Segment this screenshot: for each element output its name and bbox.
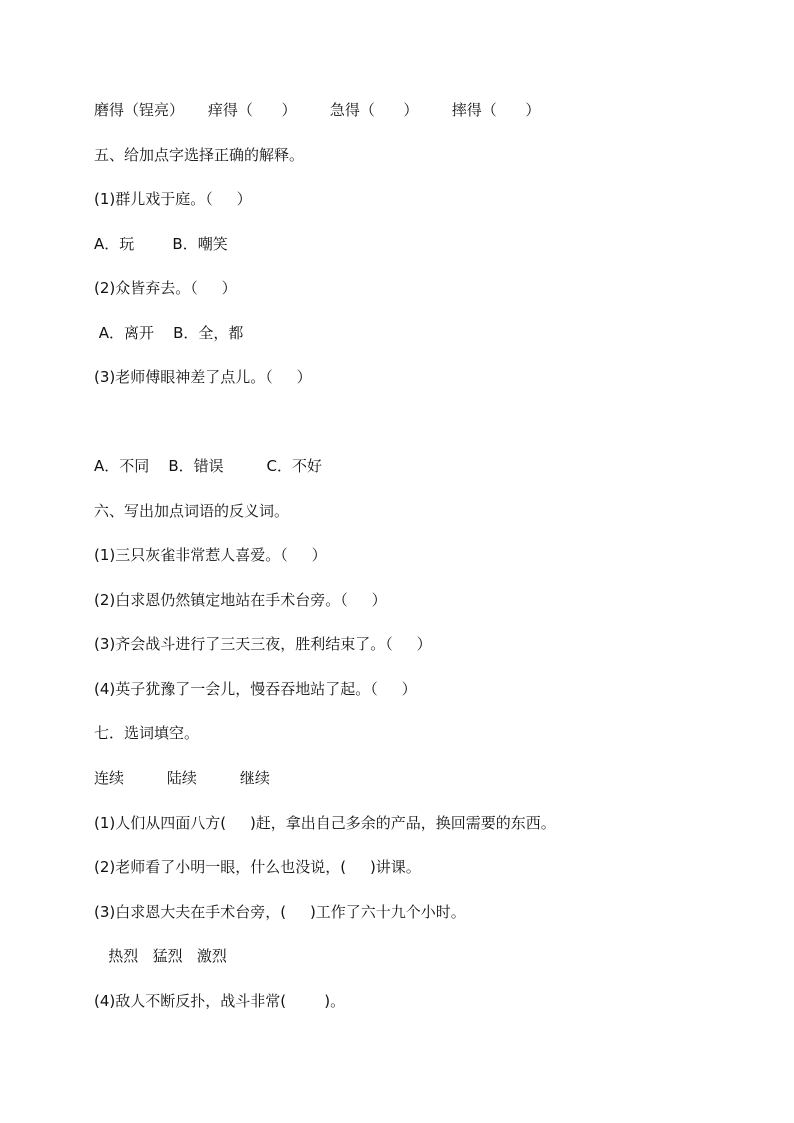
options-5-1: A．玩 B．嘲笑	[94, 235, 228, 253]
word-choices-1: 连续 陆续 继续	[94, 769, 270, 787]
section-6-heading: 六、写出加点词语的反义词。	[94, 502, 290, 520]
question-5-1: (1)群儿戏于庭。（ ）	[94, 190, 252, 208]
line-l01: 磨得（锃亮） 痒得（ ） 急得（ ） 摔得（ ）	[94, 101, 541, 119]
options-5-3: A．不同 B．错误 C．不好	[94, 457, 323, 475]
question-6-1: (1)三只灰雀非常惹人喜爱。（ ）	[94, 546, 327, 564]
section-5-heading: 五、给加点字选择正确的解释。	[94, 146, 305, 164]
question-6-3: (3)齐会战斗进行了三天三夜，胜利结束了。（ ）	[94, 635, 432, 653]
question-6-4: (4)英子犹豫了一会儿，慢吞吞地站了起。（ ）	[94, 680, 417, 698]
question-7-3: (3)白求恩大夫在手术台旁，( )工作了六十九个小时。	[94, 903, 466, 921]
word-choices-2: 热烈 猛烈 激烈	[94, 947, 227, 965]
section-7-heading: 七．选词填空。	[94, 724, 200, 742]
options-5-2: A．离开 B．全，都	[94, 324, 244, 342]
question-6-2: (2)白求恩仍然镇定地站在手术台旁。（ ）	[94, 591, 387, 609]
question-5-3: (3)老师傅眼神差了点儿。（ ）	[94, 368, 312, 386]
question-7-1: (1)人们从四面八方( )赶，拿出自己多余的产品，换回需要的东西。	[94, 814, 556, 832]
question-7-4: (4)敌人不断反扑，战斗非常( )。	[94, 992, 346, 1010]
question-7-2: (2)老师看了小明一眼，什么也没说，( )讲课。	[94, 858, 421, 876]
question-5-2: (2)众皆弃去。（ ）	[94, 279, 237, 297]
